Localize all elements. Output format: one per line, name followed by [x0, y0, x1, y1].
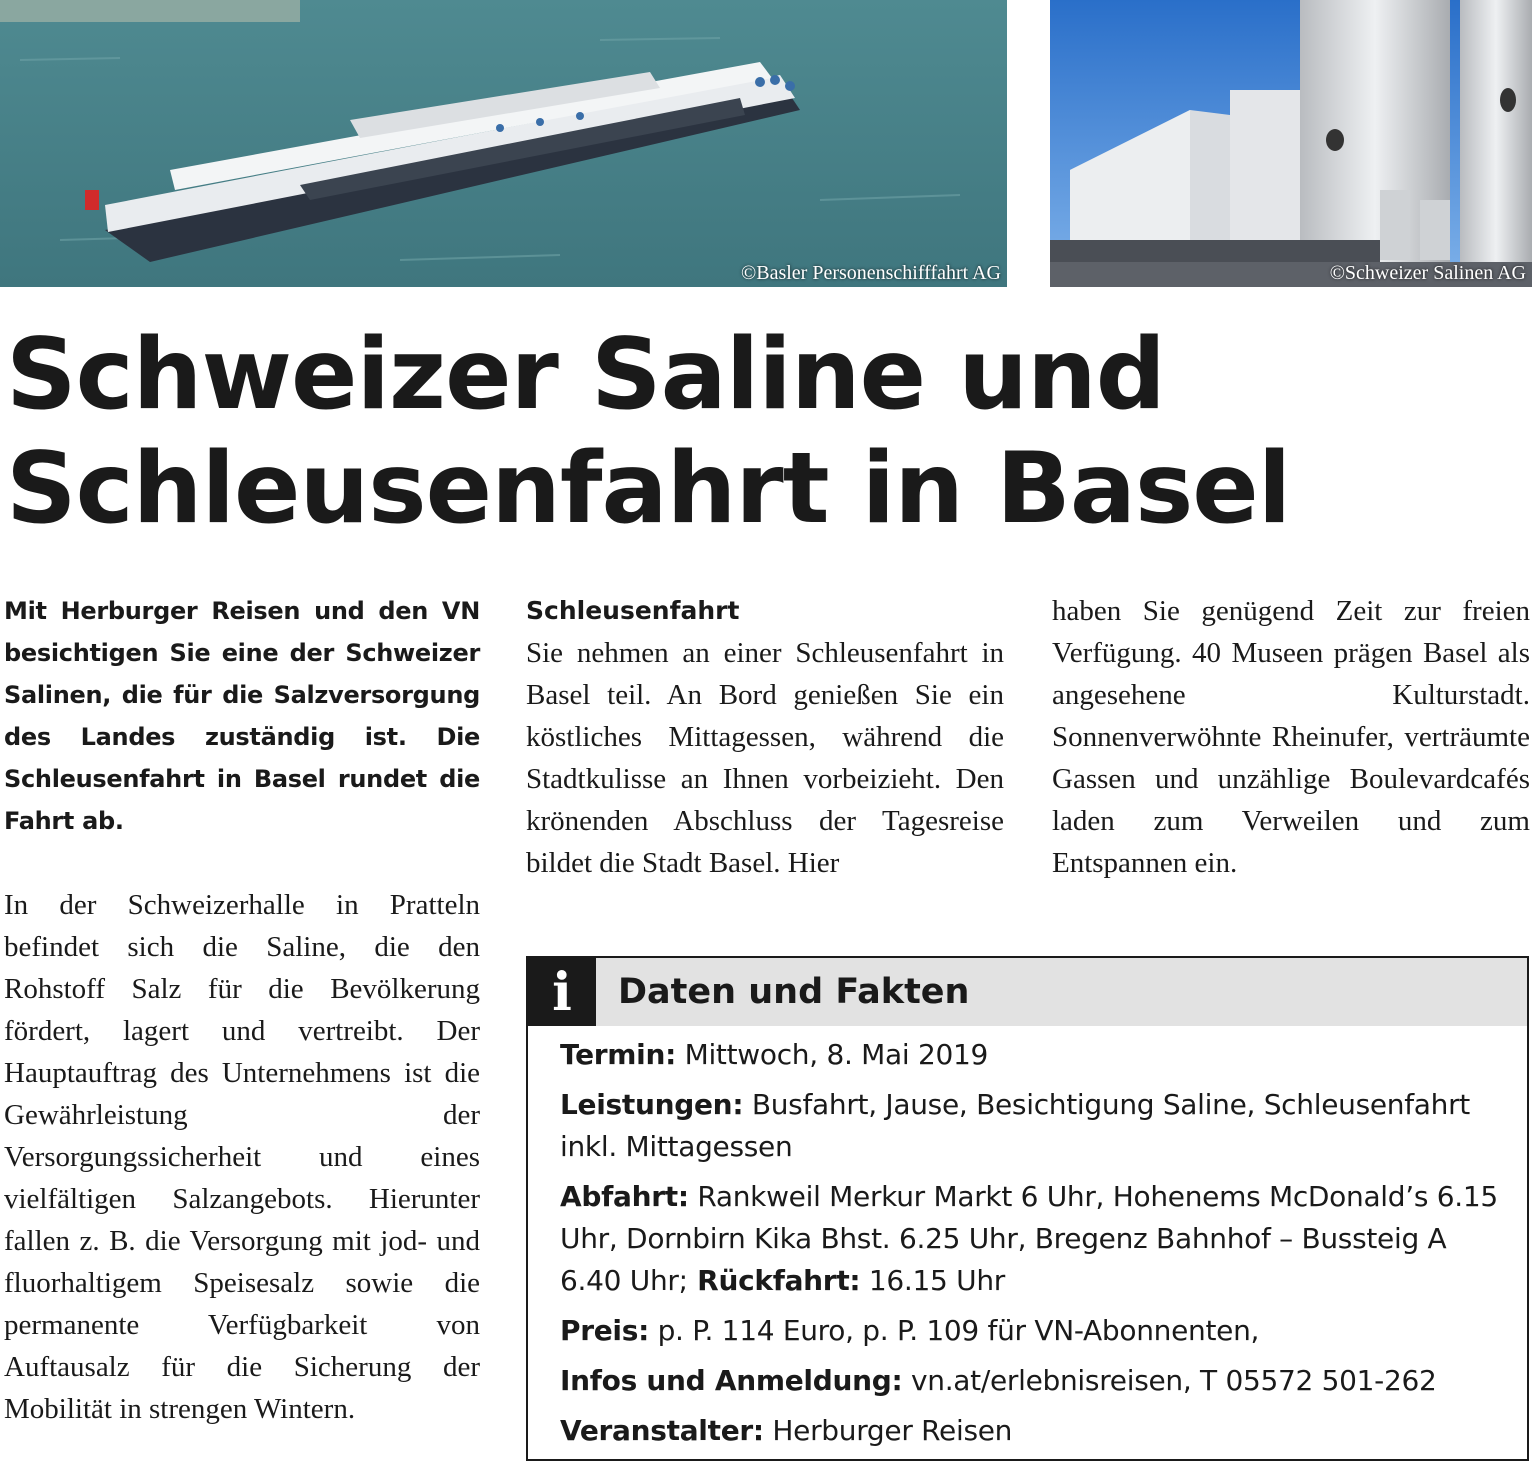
info-row-leistungen — [560, 1084, 1507, 1168]
info-value: Mittwoch, 8. Mai 2019 — [675, 1038, 989, 1071]
info-row-veranstalter — [560, 1410, 1507, 1452]
body-paragraph-3: haben Sie genügend Zeit zur freien Verfügung. 40 Museen prägen Basel als angesehene Kulturstadt. Sonnenverwöhnte Rheinufer, verträumte Gassen und unzählige Boulevardcafés laden zum Verweilen und zum Entspannen ein. — [1052, 595, 1530, 879]
info-label: Preis: — [560, 1314, 649, 1347]
photo-credit: ©Schweizer Salinen AG — [1329, 262, 1526, 284]
info-box-title: Daten und Fakten — [618, 972, 970, 1012]
subhead-schleusenfahrt: Schleusenfahrt — [526, 596, 740, 625]
body-paragraph-1: In der Schweizerhalle in Pratteln befindet sich die Saline, die den Rohstoff Salz für die Bevölkerung fördert, lagert und vertreibt. Der Hauptauftrag des Unternehmens ist die Gewährleistung der Versorgungssicherheit und eines vielfältigen Salzangebots. Hierunter fallen z. B. die Versorgung mit jod- und fluorhaltigem Speisesalz sowie die permanente Verfügbarkeit von Auftausalz für die Sicherung der Mobilität in strengen Wintern. — [4, 889, 480, 1425]
photo-credit: ©Basler Personenschifffahrt AG — [741, 262, 1001, 284]
info-row-anmeldung — [560, 1360, 1507, 1402]
info-value: p. P. 114 Euro, p. P. 109 für VN-Abonnenten, — [648, 1314, 1260, 1347]
info-value: Herburger Reisen — [763, 1414, 1013, 1447]
info-row-preis — [560, 1310, 1507, 1352]
lead-paragraph: Mit Herburger Reisen und den VN besichtigen Sie eine der Schweizer Salinen, die für die Salzversorgung des Landes zuständig ist. Die Schleusenfahrt in Basel rundet die Fahrt ab. — [4, 597, 480, 835]
headline-line-2: Schleusenfahrt in Basel — [6, 432, 1291, 546]
headline — [6, 318, 1526, 546]
info-label: Infos und Anmeldung: — [560, 1364, 903, 1397]
headline-line-1: Schweizer Saline und — [6, 318, 1165, 432]
column-1 — [4, 590, 480, 1430]
info-value: vn.at/erlebnisreisen, T 05572 501-262 — [902, 1364, 1437, 1397]
boat-photo — [0, 0, 1007, 287]
info-label: Veranstalter: — [560, 1414, 764, 1447]
info-value: 16.15 Uhr — [860, 1264, 1006, 1297]
info-box-header — [528, 958, 1527, 1026]
info-box-body — [528, 1026, 1527, 1452]
info-value: Busfahrt, Jause, Besichtigung Saline, Schleusenfahrt inkl. Mittagessen — [560, 1088, 1470, 1163]
info-label: Leistungen: — [560, 1088, 744, 1121]
column-3 — [1052, 590, 1530, 884]
info-label: Termin: — [560, 1038, 676, 1071]
info-row-termin — [560, 1034, 1507, 1076]
info-label: Abfahrt: — [560, 1180, 689, 1213]
saline-photo — [1050, 0, 1532, 287]
column-2 — [526, 590, 1004, 884]
info-label: Rückfahrt: — [687, 1264, 861, 1297]
info-value: Rankweil Merkur Markt 6 Uhr, Hohenems McDonald’s 6.15 Uhr, Dornbirn Kika Bhst. 6.25 Uhr, Bregenz Bahnhof – Bussteig A 6.40 Uhr; — [560, 1180, 1498, 1297]
info-row-abfahrt — [560, 1176, 1507, 1302]
body-paragraph-2: Sie nehmen an einer Schleusenfahrt in Basel teil. An Bord genießen Sie ein köstliches Mittagessen, während die Stadtkulisse an Ihnen vorbeizieht. Den krönenden Abschluss der Tagesreise bildet die Stadt Basel. Hier — [526, 637, 1004, 879]
info-icon: i — [528, 958, 596, 1026]
info-box — [526, 956, 1529, 1461]
